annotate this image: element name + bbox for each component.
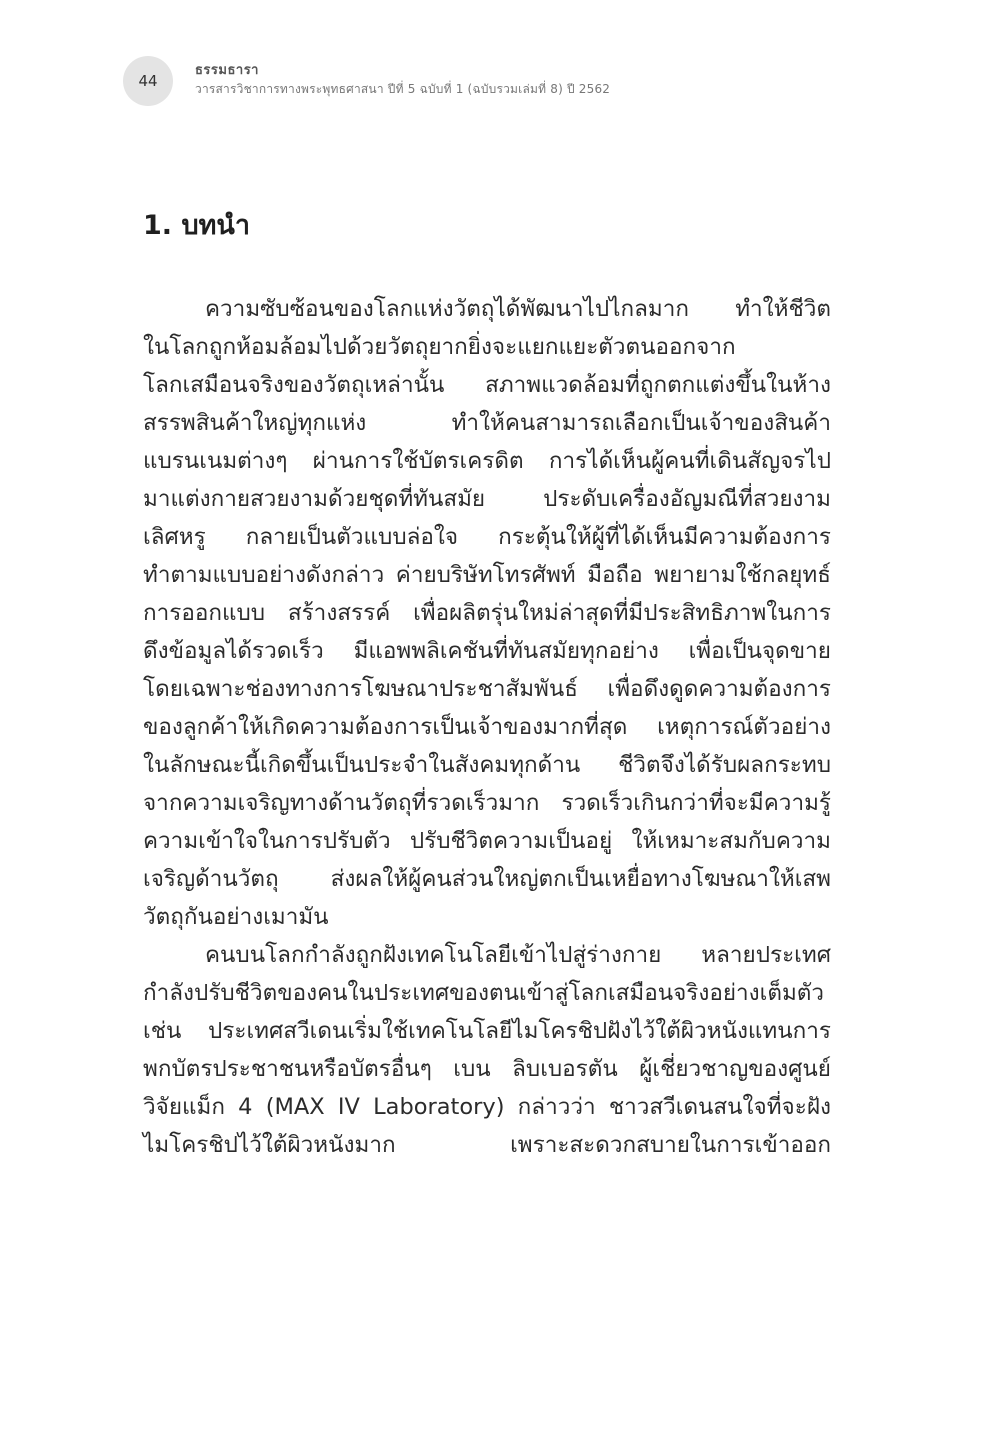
- text-line: ไมโครชิปไว้ใต้ผิวหนังมาก เพราะสะดวกสบายในการเข้าออก: [143, 1132, 831, 1158]
- text-line: วัตถุกันอย่างเมามัน: [143, 904, 329, 930]
- text-line: เจริญด้านวัตถุ ส่งผลให้ผู้คนส่วนใหญ่ตกเป็นเหยื่อทางโฆษณาให้เสพ: [143, 866, 831, 892]
- text-line: วิจัยแม็ก 4 (MAX IV Laboratory) กล่าวว่า ชาวสวีเดนสนใจที่จะฝัง: [143, 1094, 831, 1120]
- text-line: ความเข้าใจในการปรับตัว ปรับชีวิตความเป็นอยู่ ให้เหมาะสมกับความ: [143, 828, 831, 854]
- text-line: จากความเจริญทางด้านวัตถุที่รวดเร็วมาก รวดเร็วเกินกว่าที่จะมีความรู้: [143, 790, 831, 816]
- page-number-badge: [123, 56, 173, 106]
- text-line: สรรพสินค้าใหญ่ทุกแห่ง ทำให้คนสามารถเลือกเป็นเจ้าของสินค้า: [143, 410, 831, 436]
- text-line: พกบัตรประชาชนหรือบัตรอื่นๆ เบน ลิบเบอรตัน ผู้เชี่ยวชาญของศูนย์: [143, 1056, 831, 1082]
- text-line: เลิศหรู กลายเป็นตัวแบบล่อใจ กระตุ้นให้ผู้ที่ได้เห็นมีความต้องการ: [143, 524, 831, 550]
- text-line: ดึงข้อมูลได้รวดเร็ว มีแอพพลิเคชันที่ทันสมัยทุกอย่าง เพื่อเป็นจุดขาย: [143, 638, 831, 664]
- paragraph: [143, 290, 831, 936]
- text-line: กำลังปรับชีวิตของคนในประเทศของตนเข้าสู่โลกเสมือนจริงอย่างเต็มตัว: [143, 980, 825, 1006]
- paragraph: [143, 936, 831, 1164]
- text-line: ในโลกถูกห้อมล้อมไปด้วยวัตถุยากยิ่งจะแยกแยะตัวตนออกจาก: [143, 334, 736, 360]
- text-line: โลกเสมือนจริงของวัตถุเหล่านั้น สภาพแวดล้อมที่ถูกตกแต่งขึ้นในห้าง: [143, 372, 831, 398]
- text-line: ความซับซ้อนของโลกแห่งวัตถุได้พัฒนาไปไกลมาก ทำให้ชีวิต: [205, 296, 831, 322]
- text-line: มาแต่งกายสวยงามด้วยชุดที่ทันสมัย ประดับเครื่องอัญมณีที่สวยงาม: [143, 486, 831, 512]
- text-line: ทำตามแบบอย่างดังกล่าว ค่ายบริษัทโทรศัพท์ มือถือ พยายามใช้กลยุทธ์: [143, 562, 831, 588]
- text-line: เช่น ประเทศสวีเดนเริ่มใช้เทคโนโลยีไมโครชิปฝังไว้ใต้ผิวหนังแทนการ: [143, 1018, 831, 1044]
- journal-issue: วารสารวิชาการทางพระพุทธศาสนา ปีที่ 5 ฉบับที่ 1 (ฉบับรวมเล่มที่ 8) ปี 2562: [195, 82, 611, 96]
- journal-name: ธรรมธารา: [195, 63, 259, 78]
- running-header: [195, 62, 895, 98]
- text-line: โดยเฉพาะช่องทางการโฆษณาประชาสัมพันธ์ เพื่อดึงดูดความต้องการ: [143, 676, 831, 702]
- text-line: การออกแบบ สร้างสรรค์ เพื่อผลิตรุ่นใหม่ล่าสุดที่มีประสิทธิภาพในการ: [143, 600, 831, 626]
- text-line: แบรนเนมต่างๆ ผ่านการใช้บัตรเครดิต การได้เห็นผู้คนที่เดินสัญจรไป: [143, 448, 831, 474]
- body-text: [143, 290, 831, 1164]
- text-line: คนบนโลกกำลังถูกฝังเทคโนโลยีเข้าไปสู่ร่างกาย หลายประเทศ: [205, 942, 831, 968]
- text-line: ของลูกค้าให้เกิดความต้องการเป็นเจ้าของมากที่สุด เหตุการณ์ตัวอย่าง: [143, 714, 831, 740]
- page-number: 44: [138, 72, 158, 90]
- section-heading: 1. บทนำ: [143, 210, 250, 241]
- text-line: ในลักษณะนี้เกิดขึ้นเป็นประจำในสังคมทุกด้าน ชีวิตจึงได้รับผลกระทบ: [143, 752, 831, 778]
